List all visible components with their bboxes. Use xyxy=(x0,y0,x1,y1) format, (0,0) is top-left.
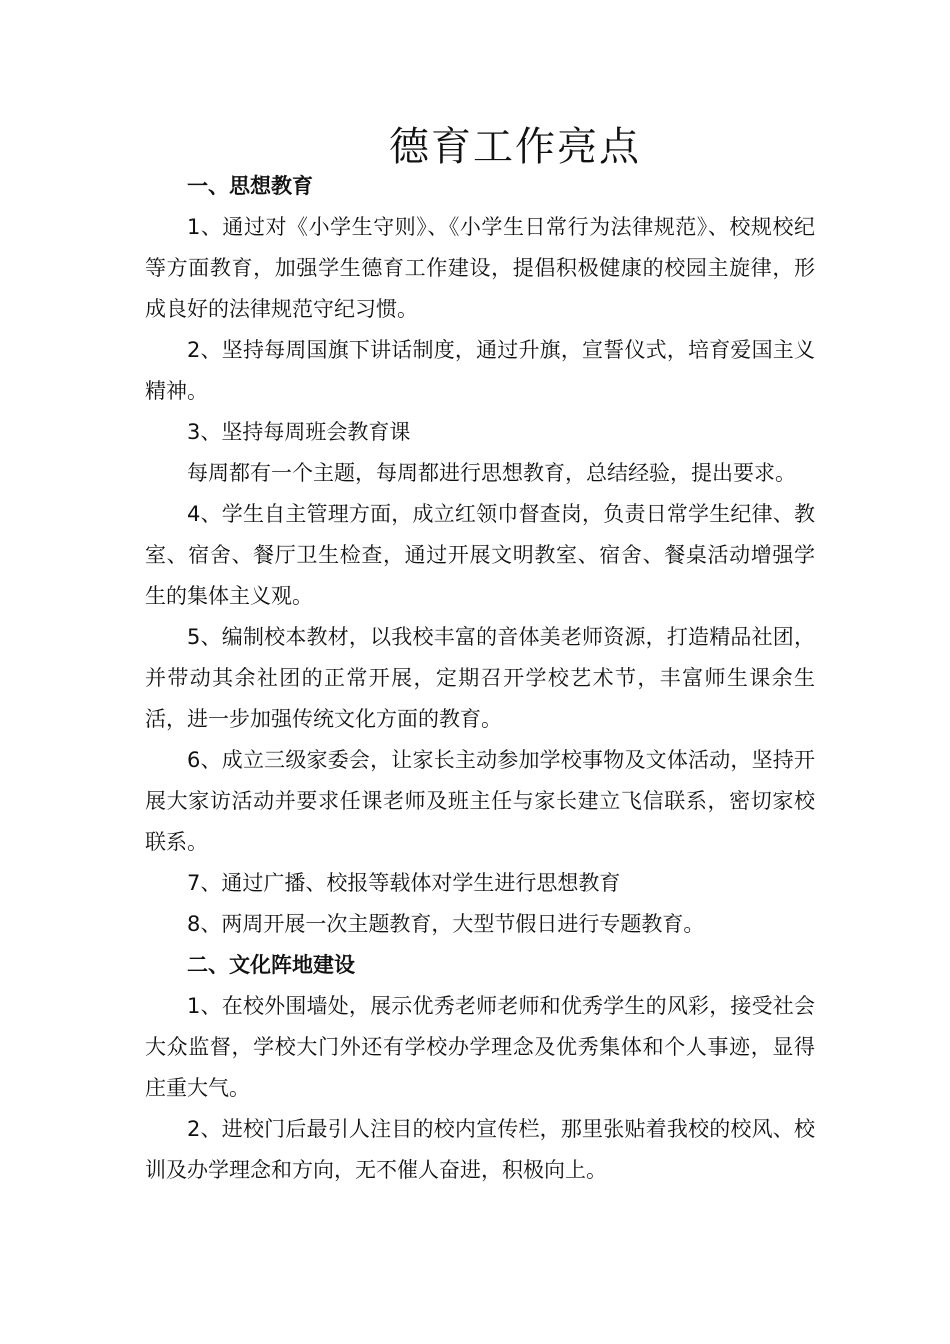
paragraph: 2、坚持每周国旗下讲话制度，通过升旗，宣誓仪式，培育爱国主义精神。 xyxy=(145,338,815,403)
paragraph: 7、通过广播、校报等载体对学生进行思想教育 xyxy=(187,871,621,895)
document-body xyxy=(145,166,815,1191)
paragraph: 3、坚持每周班会教育课 xyxy=(187,420,411,444)
paragraph: 1、通过对《小学生守则》、《小学生日常行为法律规范》、校规校纪等方面教育，加强学生德育工作建设，提倡积极健康的校园主旋律，形成良好的法律规范守纪习惯。 xyxy=(145,215,815,321)
document-title: 德育工作亮点 xyxy=(389,124,641,170)
paragraph: 1、在校外围墙处，展示优秀老师老师和优秀学生的风彩，接受社会大众监督，学校大门外还有学校办学理念及优秀集体和个人事迹，显得庄重大气。 xyxy=(145,994,815,1100)
paragraph: 5、编制校本教材，以我校丰富的音体美老师资源，打造精品社团，并带动其余社团的正常开展，定期召开学校艺术节，丰富师生课余生活，进一步加强传统文化方面的教育。 xyxy=(145,625,815,731)
paragraph: 2、进校门后最引人注目的校内宣传栏，那里张贴着我校的校风、校训及办学理念和方向，无不催人奋进，积极向上。 xyxy=(145,1117,815,1182)
paragraph: 6、成立三级家委会，让家长主动参加学校事物及文体活动，坚持开展大家访活动并要求任课老师及班主任与家长建立飞信联系，密切家校联系。 xyxy=(145,748,815,854)
paragraph: 4、学生自主管理方面，成立红领巾督查岗，负责日常学生纪律、教室、宿舍、餐厅卫生检查，通过开展文明教室、宿舍、餐桌活动增强学生的集体主义观。 xyxy=(145,502,815,608)
section-heading-ideological-education: 一、思想教育 xyxy=(187,174,313,198)
section-heading-cultural-construction: 二、文化阵地建设 xyxy=(187,953,355,977)
paragraph: 每周都有一个主题，每周都进行思想教育，总结经验，提出要求。 xyxy=(187,461,796,485)
paragraph: 8、两周开展一次主题教育，大型节假日进行专题教育。 xyxy=(187,912,705,936)
